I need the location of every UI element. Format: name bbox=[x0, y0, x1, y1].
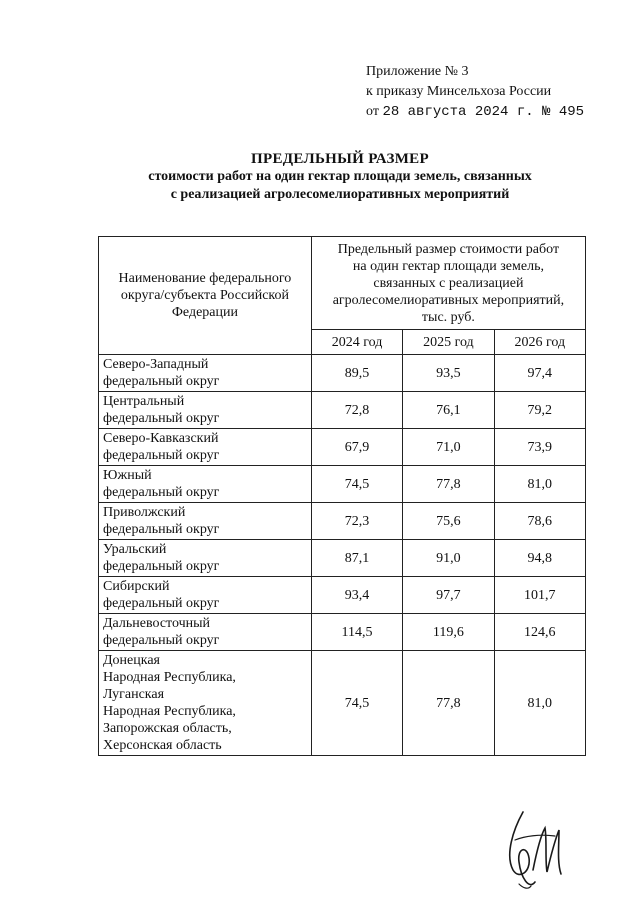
region-text: Приволжский bbox=[103, 505, 186, 520]
value-cell: 93,4 bbox=[311, 577, 402, 614]
region-text: федеральный округ bbox=[103, 633, 220, 648]
region-text: Центральный bbox=[103, 394, 185, 409]
table-row bbox=[99, 503, 586, 540]
value-cell: 73,9 bbox=[494, 429, 585, 466]
appendix-line-3 bbox=[366, 102, 584, 122]
region-text: Уральский bbox=[103, 542, 167, 557]
header-text: тыс. руб. bbox=[421, 309, 475, 325]
value-cell: 72,3 bbox=[311, 503, 402, 540]
value-cell: 94,8 bbox=[494, 540, 585, 577]
region-text: федеральный округ bbox=[103, 448, 220, 463]
header-text: Предельный размер стоимости работ bbox=[337, 241, 560, 257]
value-cell: 89,5 bbox=[311, 355, 402, 392]
region-text: Луганская bbox=[103, 687, 165, 702]
region-name bbox=[99, 392, 312, 429]
value-cell: 119,6 bbox=[403, 614, 494, 651]
appendix-date: 28 августа 2024 г. № 495 bbox=[382, 104, 585, 120]
title-line-1: ПРЕДЕЛЬНЫЙ РАЗМЕР bbox=[251, 151, 429, 167]
region-text: федеральный округ bbox=[103, 596, 220, 611]
value-cell: 72,8 bbox=[311, 392, 402, 429]
region-name bbox=[99, 355, 312, 392]
region-text: федеральный округ bbox=[103, 485, 220, 500]
appendix-line-2: к приказу Минсельхоза России bbox=[366, 84, 552, 99]
region-name bbox=[99, 540, 312, 577]
table-row bbox=[99, 466, 586, 503]
header-text: на один гектар площади земель, bbox=[352, 258, 544, 274]
signature-icon bbox=[495, 800, 575, 895]
region-text: Дальневосточный bbox=[103, 616, 211, 631]
region-text: федеральный округ bbox=[103, 374, 220, 389]
appendix-date-prefix: от bbox=[366, 104, 379, 119]
header-text: агролесомелиоративных мероприятий, bbox=[332, 292, 565, 308]
value-cell: 124,6 bbox=[494, 614, 585, 651]
region-text: федеральный округ bbox=[103, 559, 220, 574]
region-text: Херсонская область bbox=[103, 738, 222, 753]
value-cell: 77,8 bbox=[403, 651, 494, 756]
document-title bbox=[40, 150, 640, 204]
value-cell: 97,4 bbox=[494, 355, 585, 392]
region-name bbox=[99, 429, 312, 466]
value-cell: 97,7 bbox=[403, 577, 494, 614]
value-cell: 91,0 bbox=[403, 540, 494, 577]
region-text: Северо-Западный bbox=[103, 357, 209, 372]
table-row bbox=[99, 577, 586, 614]
value-cell: 74,5 bbox=[311, 466, 402, 503]
region-text: Северо-Кавказский bbox=[103, 431, 219, 446]
value-cell: 67,9 bbox=[311, 429, 402, 466]
region-text: Донецкая bbox=[103, 653, 160, 668]
cost-table bbox=[98, 236, 586, 756]
region-name bbox=[99, 614, 312, 651]
value-cell: 114,5 bbox=[311, 614, 402, 651]
value-cell: 81,0 bbox=[494, 651, 585, 756]
table-row bbox=[99, 651, 586, 756]
title-line-3: с реализацией агролесомелиоративных мероприятий bbox=[170, 187, 510, 202]
value-cell: 75,6 bbox=[403, 503, 494, 540]
title-line-2: стоимости работ на один гектар площади земель, связанных bbox=[148, 169, 532, 184]
table-row bbox=[99, 540, 586, 577]
region-text: федеральный округ bbox=[103, 411, 220, 426]
value-cell: 87,1 bbox=[311, 540, 402, 577]
region-name bbox=[99, 651, 312, 756]
header-text: Федерации bbox=[171, 305, 238, 320]
value-cell: 93,5 bbox=[403, 355, 494, 392]
region-text: Народная Республика, bbox=[103, 670, 236, 685]
region-name bbox=[99, 466, 312, 503]
table-row bbox=[99, 429, 586, 466]
region-column-header bbox=[99, 237, 312, 355]
value-cell: 77,8 bbox=[403, 466, 494, 503]
year-header-2024: 2024 год bbox=[311, 330, 402, 355]
appendix-header bbox=[366, 62, 584, 122]
region-text: Народная Республика, bbox=[103, 704, 236, 719]
table-row bbox=[99, 614, 586, 651]
table-row bbox=[99, 355, 586, 392]
region-text: федеральный округ bbox=[103, 522, 220, 537]
value-cell: 101,7 bbox=[494, 577, 585, 614]
value-cell: 78,6 bbox=[494, 503, 585, 540]
header-text: округа/субъекта Российской bbox=[120, 288, 289, 303]
header-text: связанных с реализацией bbox=[373, 275, 524, 291]
value-cell: 79,2 bbox=[494, 392, 585, 429]
cost-group-header bbox=[311, 237, 585, 330]
region-text: Запорожская область, bbox=[103, 721, 232, 736]
value-cell: 71,0 bbox=[403, 429, 494, 466]
region-text: Сибирский bbox=[103, 579, 170, 594]
table-row bbox=[99, 392, 586, 429]
year-header-2026: 2026 год bbox=[494, 330, 585, 355]
header-text: Наименование федерального bbox=[118, 271, 292, 286]
value-cell: 76,1 bbox=[403, 392, 494, 429]
year-header-2025: 2025 год bbox=[403, 330, 494, 355]
value-cell: 74,5 bbox=[311, 651, 402, 756]
appendix-line-1: Приложение № 3 bbox=[366, 64, 469, 79]
value-cell: 81,0 bbox=[494, 466, 585, 503]
region-name bbox=[99, 503, 312, 540]
region-name bbox=[99, 577, 312, 614]
region-text: Южный bbox=[103, 468, 152, 483]
